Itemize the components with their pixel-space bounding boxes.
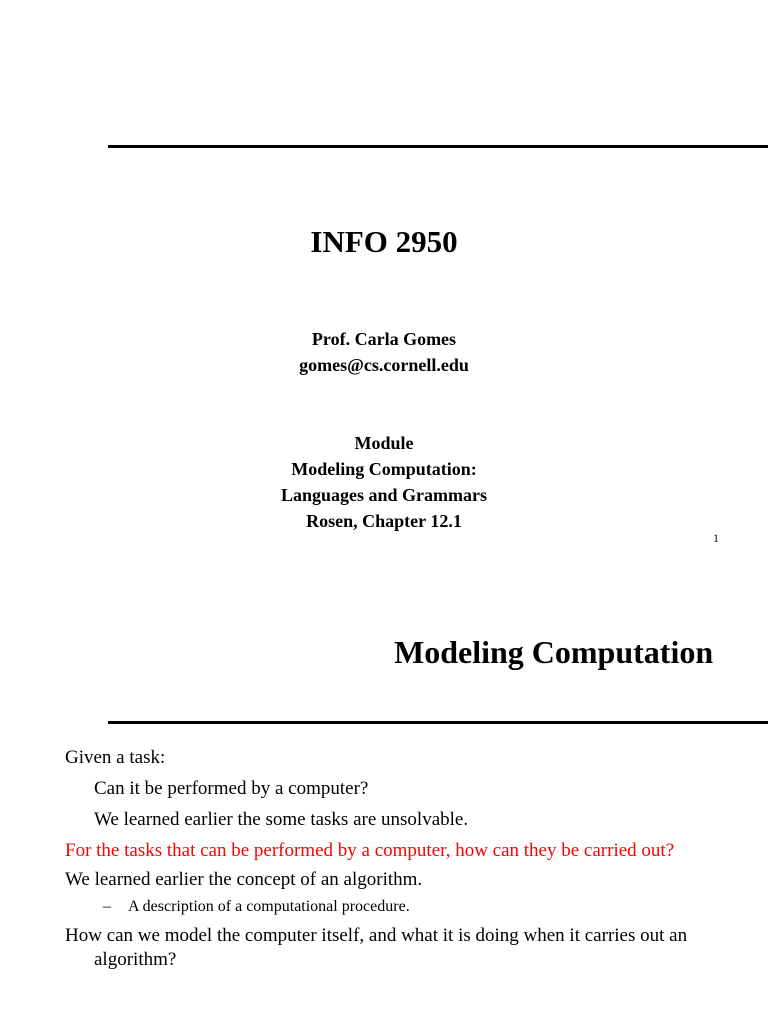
author-name: Prof. Carla Gomes <box>311 329 457 349</box>
module-title-line2: Languages and Grammars <box>280 485 487 505</box>
author-block <box>0 326 768 378</box>
bullet-item: Can it be performed by a computer? <box>94 778 369 799</box>
slide-title-divider <box>108 721 768 724</box>
top-divider-rule <box>108 145 768 148</box>
bullet-item: Given a task: <box>65 747 166 768</box>
bullet-list <box>65 746 705 972</box>
bullet-item: We learned earlier the concept of an algorithm. <box>65 869 423 890</box>
module-title-line1: Modeling Computation: <box>291 459 477 479</box>
sub-bullet-text: A description of a computational procedure. <box>128 898 410 915</box>
page-number: 1 <box>713 531 719 545</box>
slide-title: Modeling Computation <box>394 634 714 670</box>
module-label: Module <box>354 433 414 453</box>
bullet-item: How can we model the computer itself, and what it is doing when it carries out an algorithm? <box>65 925 688 970</box>
dash-marker: – <box>103 898 111 915</box>
bullet-item-highlighted: For the tasks that can be performed by a computer, how can they be carried out? <box>65 840 675 861</box>
author-email: gomes@cs.cornell.edu <box>299 355 469 375</box>
module-block <box>0 430 768 534</box>
bullet-item: We learned earlier the some tasks are unsolvable. <box>94 809 469 830</box>
module-reference: Rosen, Chapter 12.1 <box>306 511 462 531</box>
sub-bullet-item <box>103 896 705 918</box>
course-title: INFO 2950 <box>310 224 458 259</box>
